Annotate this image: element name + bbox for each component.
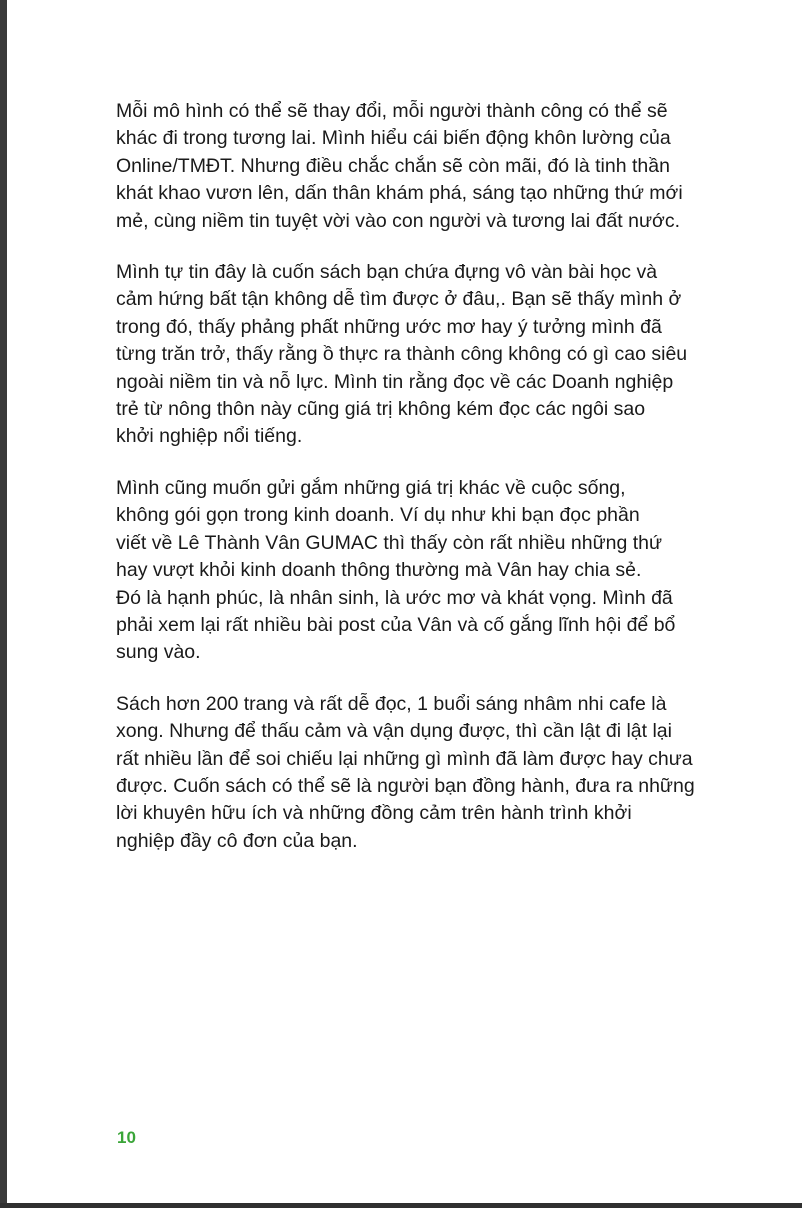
page-number: 10 — [117, 1128, 136, 1147]
paragraph-2: Mình tự tin đây là cuốn sách bạn chứa đựng vô vàn bài học và cảm hứng bất tận không dễ tìm được ở đâu,. Bạn sẽ thấy mình ở trong đó, thấy phảng phất những ước mơ hay ý tưởng mình đã từng trăn trở, thấy rằng ồ thực ra thành công không có gì cao siêu ngoài niềm tin và nỗ lực. Mình tin rằng đọc về các Doanh nghiệp trẻ từ nông thôn này cũng giá trị không kém đọc các ngôi sao khởi nghiệp nổi tiếng. — [116, 261, 688, 448]
page-left-edge — [0, 0, 7, 1208]
paragraph-1: Mỗi mô hình có thể sẽ thay đổi, mỗi người thành công có thể sẽ khác đi trong tương lai. Mình hiểu cái biến động khôn lường của Online/TMĐT. Nhưng điều chắc chắn sẽ còn mãi, đó là tinh thần khát khao vươn lên, dấn thân khám phá, sáng tạo những thứ mới mẻ, cùng niềm tin tuyệt vời vào con người và tương lai đất nước. — [116, 100, 683, 232]
body-text — [116, 98, 705, 879]
page-bottom-edge — [0, 1203, 802, 1208]
paragraph-3: Mình cũng muốn gửi gắm những giá trị khác về cuộc sống, không gói gọn trong kinh doanh. Ví dụ như khi bạn đọc phần viết về Lê Thành Vân GUMAC thì thấy còn rất nhiều những thứ hay vượt khỏi kinh doanh thông thường mà Vân hay chia sẻ. Đó là hạnh phúc, là nhân sinh, là ước mơ và khát vọng. Mình đã phải xem lại rất nhiều bài post của Vân và cố gắng lĩnh hội để bổ sung vào. — [116, 476, 676, 664]
paragraph-4: Sách hơn 200 trang và rất dễ đọc, 1 buổi sáng nhâm nhi cafe là xong. Nhưng để thấu cảm và vận dụng được, thì cần lật đi lật lại rất nhiều lần để soi chiếu lại những gì mình đã làm được hay chưa được. Cuốn sách có thể sẽ là người bạn đồng hành, đưa ra những lời khuyên hữu ích và những đồng cảm trên hành trình khởi nghiệp đầy cô đơn của bạn. — [116, 692, 695, 852]
